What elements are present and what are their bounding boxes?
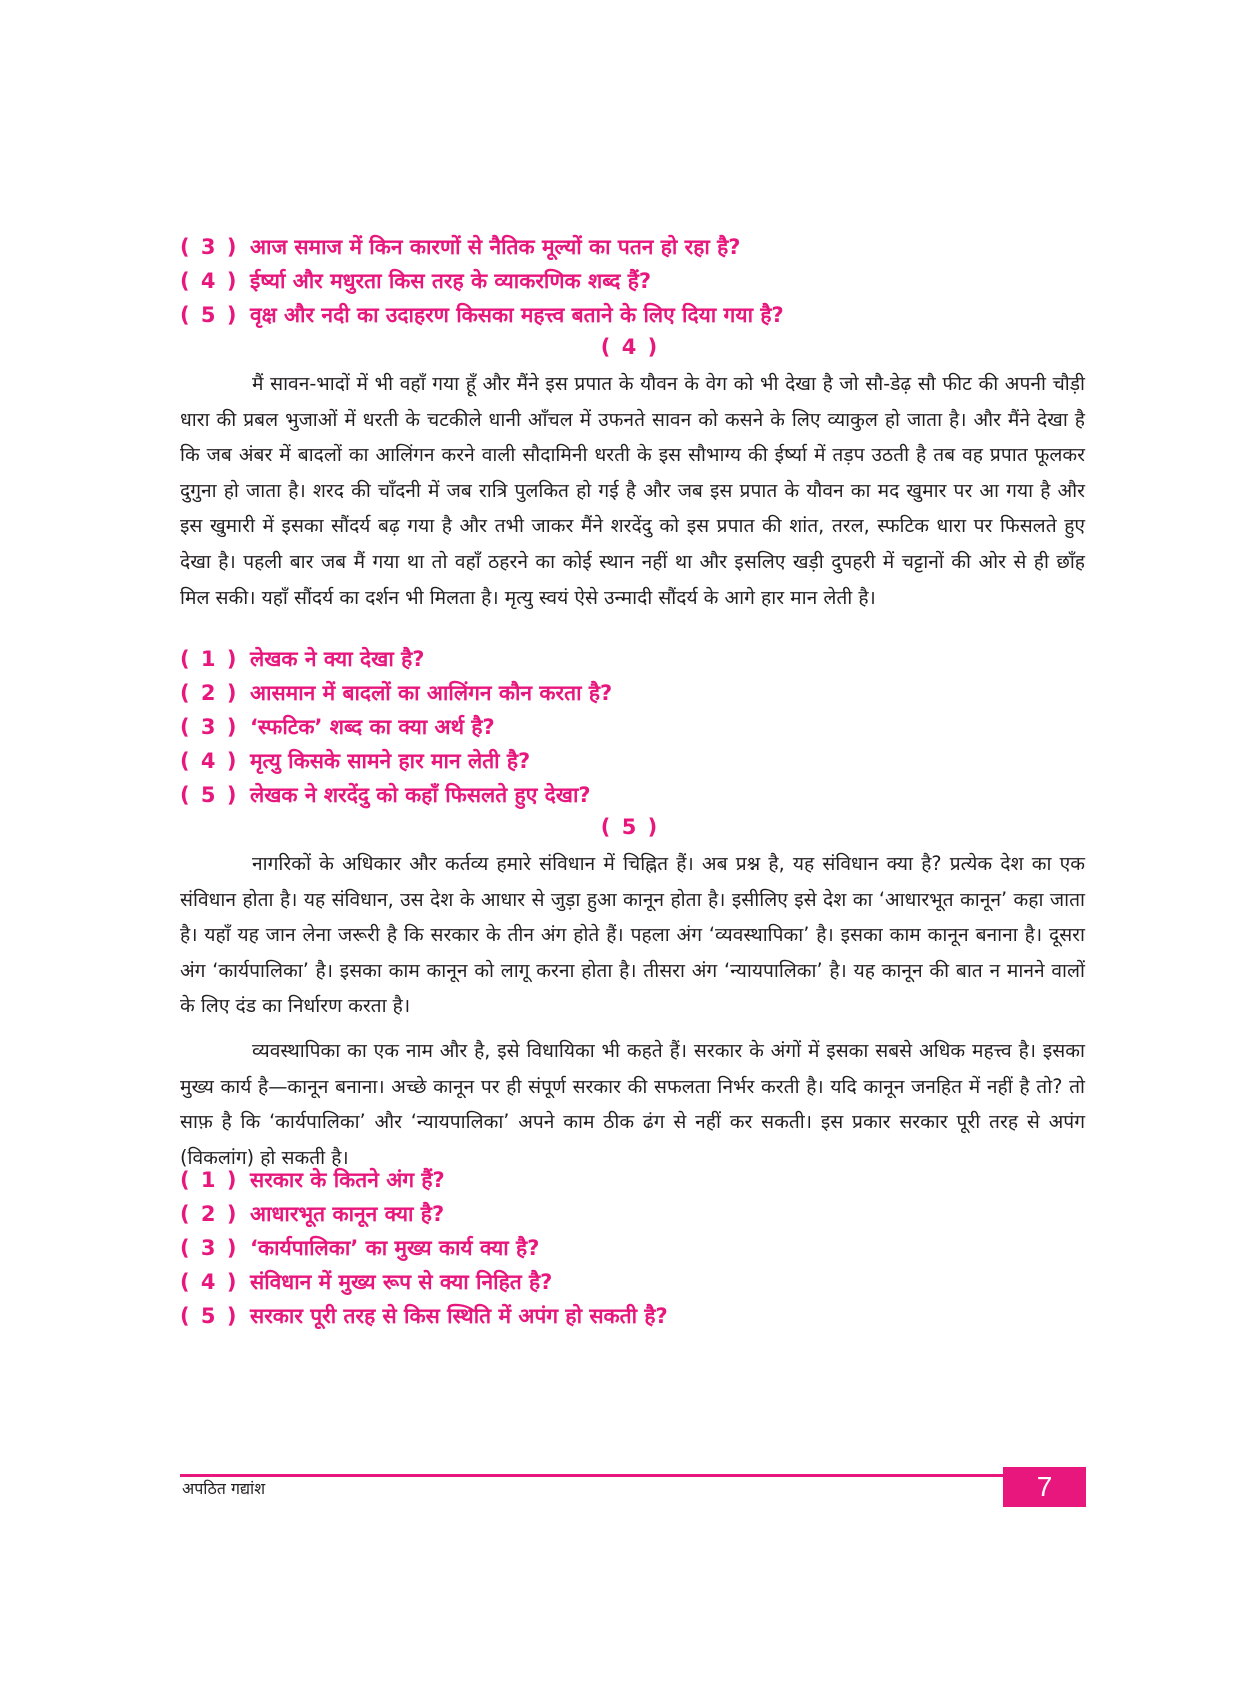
question-number: ( 4 )	[180, 269, 239, 293]
question-text: वृक्ष और नदी का उदाहरण किसका महत्त्व बताने के लिए दिया गया है?	[250, 303, 784, 327]
question-item	[180, 1197, 1080, 1231]
question-item	[180, 1265, 1080, 1299]
question-number: ( 1 )	[180, 647, 239, 671]
question-item	[180, 710, 1080, 744]
question-text: आधारभूत कानून क्या है?	[250, 1202, 445, 1226]
question-item	[180, 264, 1080, 298]
question-text: ‘स्फटिक’ शब्द का क्या अर्थ है?	[250, 715, 495, 739]
question-text: लेखक ने शरदेंदु को कहाँ फिसलते हुए देखा?	[250, 783, 591, 807]
question-number: ( 1 )	[180, 1168, 239, 1192]
passage-paragraph: मैं सावन-भादों में भी वहाँ गया हूँ और मैंने इस प्रपात के यौवन के वेग को भी देखा है जो सौ-डेढ़ सौ फीट की अपनी चौड़ी धारा की प्रबल भुजाओं में धरती के चटकीले धानी आँचल में उफनते सावन को कसने के लिए व्याकुल हो जाता है। और मैंने देखा है कि जब अंबर में बादलों का आलिंगन करने वाली सौदामिनी धरती के इस सौभाग्य की ईर्ष्या में तड़प उठती है तब वह प्रपात फूलकर दुगुना हो जाता है। शरद की चाँदनी में जब रात्रि पुलकित हो गई है और जब इस प्रपात के यौवन का मद खुमार पर आ गया है और इस खुमारी में इसका सौंदर्य बढ़ गया है और तभी जाकर मैंने शरदेंदु को इस प्रपात की शांत, तरल, स्फटिक धारा पर फिसलते हुए देखा है। पहली बार जब मैं गया था तो वहाँ ठहरने का कोई स्थान नहीं था और इसलिए खड़ी दुपहरी में चट्टानों की ओर से ही छाँह मिल सकी। यहाँ सौंदर्य का दर्शन भी मिलता है। मृत्यु स्वयं ऐसे उन्मादी सौंदर्य के आगे हार मान लेती है।	[180, 372, 1085, 609]
question-text: संविधान में मुख्य रूप से क्या निहित है?	[250, 1270, 553, 1294]
question-text: लेखक ने क्या देखा है?	[250, 647, 425, 671]
question-item	[180, 230, 1080, 264]
question-number: ( 2 )	[180, 681, 239, 705]
passage-paragraph: व्यवस्थापिका का एक नाम और है, इसे विधायिका भी कहते हैं। सरकार के अंगों में इसका सबसे अधिक महत्त्व है। इसका मुख्य कार्य है—कानून बनाना। अच्छे कानून पर ही संपूर्ण सरकार की सफलता निर्भर करती है। यदि कानून जनहित में नहीं है तो? तो साफ़ है कि ‘कार्यपालिका’ और ‘न्यायपालिका’ अपने काम ठीक ढंग से नहीं कर सकती। इस प्रकार सरकार पूरी तरह से अपंग (विकलांग) हो सकती है।	[180, 1039, 1085, 1169]
page-number: 7	[1003, 1467, 1086, 1507]
question-text: आसमान में बादलों का आलिंगन कौन करता है?	[250, 681, 613, 705]
question-item	[180, 642, 1080, 676]
question-number: ( 5 )	[180, 783, 239, 807]
footer-divider	[180, 1474, 1086, 1477]
question-text: सरकार पूरी तरह से किस स्थिति में अपंग हो सकती है?	[250, 1304, 668, 1328]
question-number: ( 5 )	[180, 1304, 239, 1328]
question-text: सरकार के कितने अंग हैं?	[250, 1168, 445, 1192]
section-heading: ( 5 )	[600, 815, 660, 839]
question-number: ( 5 )	[180, 303, 239, 327]
question-number: ( 3 )	[180, 235, 239, 259]
question-item	[180, 744, 1080, 778]
section-heading: ( 4 )	[600, 335, 660, 359]
question-item	[180, 676, 1080, 710]
passage-paragraph: नागरिकों के अधिकार और कर्तव्य हमारे संविधान में चिह्नित हैं। अब प्रश्न है, यह संविधान क्या है? प्रत्येक देश का एक संविधान होता है। यह संविधान, उस देश के आधार से जुड़ा हुआ कानून होता है। इसीलिए इसे देश का ‘आधारभूत कानून’ कहा जाता है। यहाँ यह जान लेना जरूरी है कि सरकार के तीन अंग होते हैं। पहला अंग ‘व्यवस्थापिका’ है। इसका काम कानून बनाना है। दूसरा अंग ‘कार्यपालिका’ है। इसका काम कानून को लागू करना होता है। तीसरा अंग ‘न्यायपालिका’ है। यह कानून की बात न मानने वालों के लिए दंड का निर्धारण करता है।	[180, 852, 1085, 1018]
question-item	[180, 298, 1080, 332]
question-text: ‘कार्यपालिका’ का मुख्य कार्य क्या है?	[250, 1236, 540, 1260]
question-item	[180, 1299, 1080, 1333]
question-text: मृत्यु किसके सामने हार मान लेती है?	[250, 749, 531, 773]
question-number: ( 3 )	[180, 1236, 239, 1260]
question-number: ( 2 )	[180, 1202, 239, 1226]
question-number: ( 4 )	[180, 1270, 239, 1294]
question-item	[180, 1231, 1080, 1265]
question-number: ( 3 )	[180, 715, 239, 739]
footer-label: अपठित गद्यांश	[182, 1479, 266, 1498]
question-item	[180, 1163, 1080, 1197]
question-item	[180, 778, 1080, 812]
question-number: ( 4 )	[180, 749, 239, 773]
question-text: आज समाज में किन कारणों से नैतिक मूल्यों का पतन हो रहा है?	[250, 235, 741, 259]
question-text: ईर्ष्या और मधुरता किस तरह के व्याकरणिक शब्द हैं?	[250, 269, 652, 293]
